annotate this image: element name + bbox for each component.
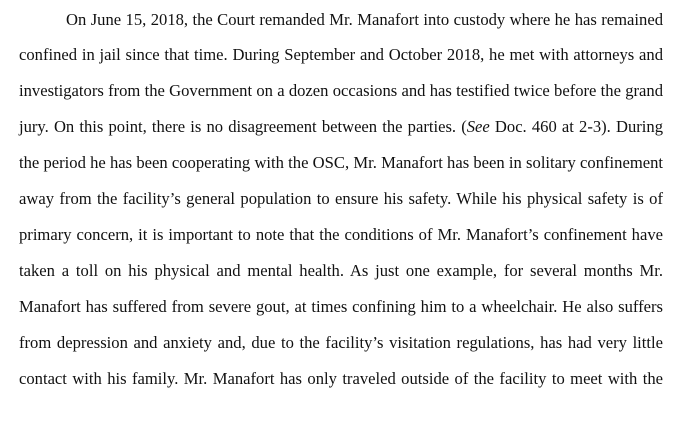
paragraph-line: contact with his family. Mr. Manafort has only traveled outside of the facility to meet with the	[19, 369, 663, 388]
line-text: Doc. 460 at 2-3). During	[489, 117, 663, 136]
citation-signal: See	[466, 117, 490, 136]
line-text: jury. On this point, there is no disagreement between the parties. (	[19, 117, 467, 136]
paragraph-line: confined in jail since that time. During September and October 2018, he met with attorneys and	[19, 45, 663, 64]
paragraph-line: from depression and anxiety and, due to the facility’s visitation regulations, has had very little	[19, 333, 663, 352]
paragraph-line: investigators from the Government on a dozen occasions and has testified twice before the grand	[19, 81, 663, 100]
paragraph-line: primary concern, it is important to note that the conditions of Mr. Manafort’s confinement have	[19, 225, 663, 244]
paragraph-line: the period he has been cooperating with the OSC, Mr. Manafort has been in solitary confinement	[19, 153, 663, 172]
paragraph-line: away from the facility’s general population to ensure his safety. While his physical safety is of	[19, 189, 663, 208]
paragraph-line-with-citation	[19, 117, 663, 137]
paragraph-line: On June 15, 2018, the Court remanded Mr. Manafort into custody where he has remained	[66, 10, 663, 29]
paragraph-line: taken a toll on his physical and mental health. As just one example, for several months Mr.	[19, 261, 663, 280]
paragraph-line: Manafort has suffered from severe gout, at times confining him to a wheelchair. He also suffers	[19, 297, 663, 316]
